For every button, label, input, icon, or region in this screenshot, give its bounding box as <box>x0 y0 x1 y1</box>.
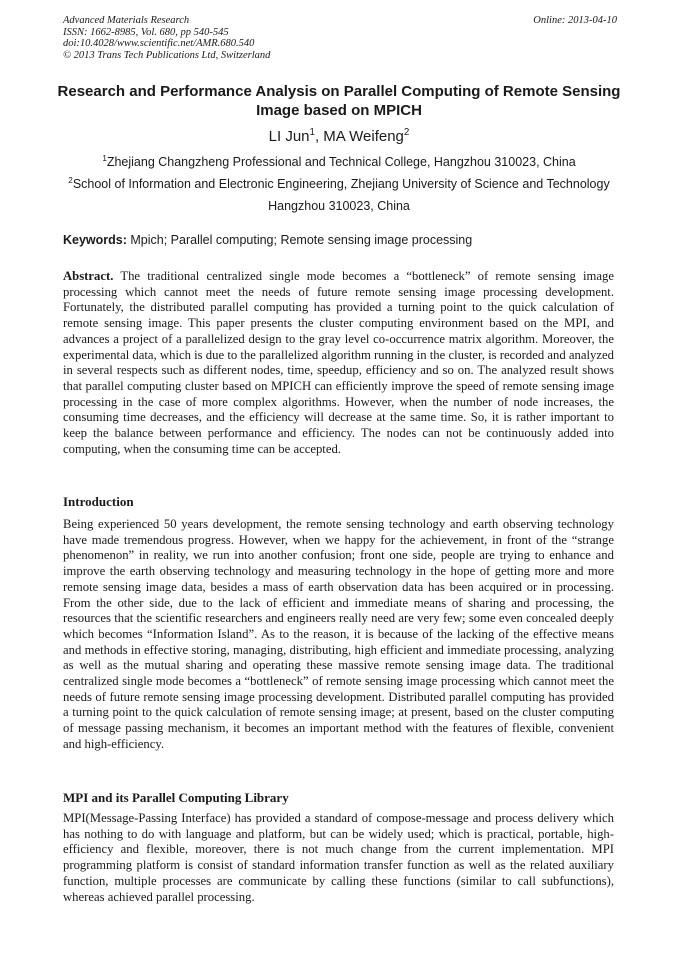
abstract-label: Abstract. <box>63 269 114 283</box>
affil-mark: 1 <box>102 153 107 163</box>
affiliation-2-city: Hangzhou 310023, China <box>268 199 410 213</box>
affil-text: School of Information and Electronic Engineering, Zhejiang University of Science and Technology <box>72 177 610 191</box>
author-separator: , <box>314 128 324 145</box>
keywords-text: Mpich; Parallel computing; Remote sensing image processing <box>126 233 473 247</box>
issn-line: ISSN: 1662-8985, Vol. 680, pp 540-545 <box>63 26 229 38</box>
introduction-heading: Introduction <box>63 494 134 509</box>
doi-line: doi:10.4028/www.scientific.net/AMR.680.540 <box>63 38 255 49</box>
journal-header <box>63 15 617 61</box>
abstract <box>63 269 614 457</box>
introduction-text: Being experienced 50 years development, the remote sensing technology and earth observing technology have made tremendous progress. However, when we happy for the achievement, in front of the “strange phenomenon” in reality, we run into another confusion; front one side, people are trying to enhance and improve the earth observing technology and measuring technology in the hope of getting more and more remote sensing image data, besides a mass of earth observation data has been acquired or in processing. From the other side, due to the lack of efficient and immediate means of sharing and processing, the resources that the scientific researchers and engineers really need are very few; some even concealed deeply which becomes “Information Island”. As to the reason, it is because of the lacking of the effective means and methods in effective storing, managing, distributing, high efficient and immediate processing, analyzing as well as the mutual sharing and operating these massive remote sensing image data. The traditional centralized single mode becomes a “bottleneck” of remote sensing image processing which cannot meet the needs of future remote sensing image processing development. Distributed parallel computing has provided a turning point to the quick calculation of remote sensing image; at present, based on the cluster computing of message passing mechanism, it becomes an important method with the features of flexible, convenient and high-efficiency. <box>63 517 614 751</box>
copyright-line: © 2013 Trans Tech Publications Ltd, Switzerland <box>63 49 271 61</box>
keywords <box>63 233 623 247</box>
affil-mark: 2 <box>68 175 73 185</box>
keywords-label: Keywords: <box>63 233 127 247</box>
author-name: LI Jun <box>268 128 310 145</box>
online-date: Online: 2013-04-10 <box>533 15 617 26</box>
paper-title: Research and Performance Analysis on Parallel Computing of Remote Sensing Image based on MPICH <box>57 83 621 119</box>
journal-name: Advanced Materials Research <box>63 15 190 26</box>
mpi-heading: MPI and its Parallel Computing Library <box>63 790 289 805</box>
author-affil-mark: 1 <box>309 127 315 138</box>
affil-text: Zhejiang Changzheng Professional and Technical College, Hangzhou 310023, China <box>106 155 576 169</box>
affiliation-1 <box>40 155 638 169</box>
author-affil-mark: 2 <box>403 127 410 138</box>
author-name: MA Weifeng <box>323 128 404 145</box>
author-line <box>40 128 638 145</box>
abstract-text: The traditional centralized single mode becomes a “bottleneck” of remote sensing image processing which cannot meet the needs of future remote sensing image processing development. Fortunately, the distributed parallel computing has provided a turning point to the quick calculation of remote sensing image. This paper presents the cluster computing environment based on the MPI, and advances a project of a parallelized design to the gray level co-occurrence matrix algorithm. Moreover, the experimental data, which is due to the parallelized algorithm running in the cluster, is recorded and analyzed in several respects such as different nodes, time, speedup, efficiency and so on. The analyzed result shows that parallel computing cluster based on MPICH can efficiently improve the speed of remote sensing image processing in the case of more complex algorithms. However, when the number of node increases, the consuming time decreases, and the efficiency will decrease at the same time. So, it is rather important to keep the balance between performance and efficiency. The nodes can not be continuously added into computing, when the consuming time can be accepted. <box>63 269 614 456</box>
mpi-text: MPI(Message-Passing Interface) has provided a standard of compose-message and process delivery which has nothing to do with language and platform, but can be widely used; which is practical, portable, high-efficiency and flexible, moreover, there is not much change from the current implementation. MPI programming platform is consist of standard information transfer function as well as the related auxiliary function, multiple processes are communicate by calling these functions (similar to call subfunctions), whereas achieved parallel processing. <box>63 811 614 904</box>
affiliation-2 <box>40 177 638 191</box>
